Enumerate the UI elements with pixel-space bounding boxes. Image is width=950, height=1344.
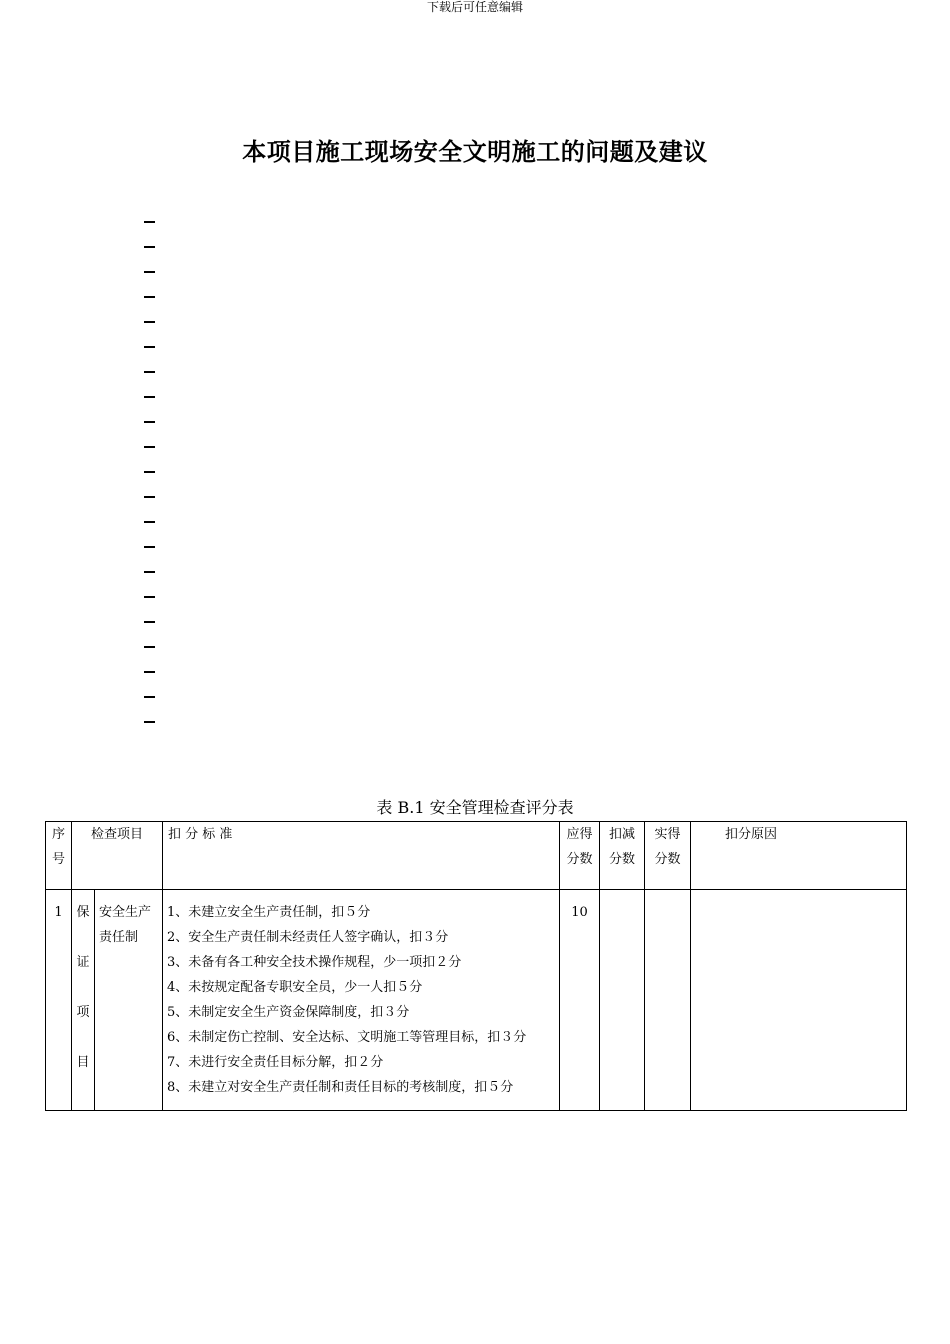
table-row	[46, 890, 907, 1111]
dash-item	[144, 510, 164, 535]
dash-item	[144, 660, 164, 685]
criteria-line: 5、未制定安全生产资金保障制度，扣３分	[167, 1005, 410, 1020]
dash-item	[144, 685, 164, 710]
dash-item	[144, 235, 164, 260]
table-header-row	[46, 822, 907, 890]
header-actual-top: 实得	[654, 827, 681, 842]
row-should-score: 10	[560, 890, 600, 1111]
header-item: 检查项目	[72, 822, 163, 890]
criteria-line: 2、安全生产责任制未经责任人签字确认，扣３分	[167, 930, 449, 945]
criteria-line: 6、未制定伤亡控制、安全达标、文明施工等管理目标，扣３分	[167, 1030, 527, 1045]
row-deduct-score[interactable]	[600, 890, 645, 1111]
dash-item	[144, 285, 164, 310]
header-seq-bottom: 号	[51, 852, 65, 867]
criteria-line: 3、未备有各工种安全技术操作规程，少一项扣２分	[167, 955, 462, 970]
dash-item	[144, 485, 164, 510]
score-table	[45, 821, 907, 1111]
dash-item	[144, 410, 164, 435]
dash-item	[144, 335, 164, 360]
criteria-line: 8、未建立对安全生产责任制和责任目标的考核制度，扣５分	[167, 1080, 514, 1095]
criteria-line: 4、未按规定配备专职安全员，少一人扣５分	[167, 980, 423, 995]
header-should-bottom: 分数	[566, 852, 593, 867]
row-reason[interactable]	[691, 890, 907, 1111]
dash-item	[144, 360, 164, 385]
table-caption: 表 B.1 安全管理检查评分表	[376, 798, 574, 817]
dash-item	[144, 210, 164, 235]
dash-item	[144, 460, 164, 485]
header-actual-bottom: 分数	[654, 852, 681, 867]
header-deduct-top: 扣减	[609, 827, 636, 842]
header-note: 下载后可任意编辑	[426, 0, 523, 14]
header-seq	[46, 822, 72, 890]
category-char: 保	[76, 905, 90, 920]
dash-item	[144, 260, 164, 285]
row-subitem: 安全生产责任制	[95, 890, 163, 1111]
dash-item	[144, 610, 164, 635]
row-criteria	[163, 890, 560, 1111]
row-seq: 1	[46, 890, 72, 1111]
header-reason: 扣分原因	[691, 822, 907, 890]
dash-item	[144, 310, 164, 335]
dash-item	[144, 710, 164, 735]
document-title: 本项目施工现场安全文明施工的问题及建议	[242, 137, 708, 166]
category-char: 项	[76, 1005, 90, 1020]
dash-item	[144, 585, 164, 610]
criteria-line: 7、未进行安全责任目标分解，扣２分	[167, 1055, 384, 1070]
header-should-score	[560, 822, 600, 890]
dash-list	[144, 210, 164, 735]
row-actual-score[interactable]	[645, 890, 691, 1111]
dash-item	[144, 435, 164, 460]
header-actual-score	[645, 822, 691, 890]
dash-item	[144, 385, 164, 410]
row-category	[72, 890, 95, 1111]
dash-item	[144, 635, 164, 660]
header-deduct-bottom: 分数	[609, 852, 636, 867]
header-criteria: 扣 分 标 准	[163, 822, 560, 890]
header-seq-top: 序	[51, 827, 65, 842]
header-deduct-score	[600, 822, 645, 890]
dash-item	[144, 560, 164, 585]
dash-item	[144, 535, 164, 560]
criteria-line: 1、未建立安全生产责任制，扣５分	[167, 905, 371, 920]
header-should-top: 应得	[566, 827, 593, 842]
category-char: 证	[76, 955, 90, 970]
category-char: 目	[76, 1055, 90, 1070]
